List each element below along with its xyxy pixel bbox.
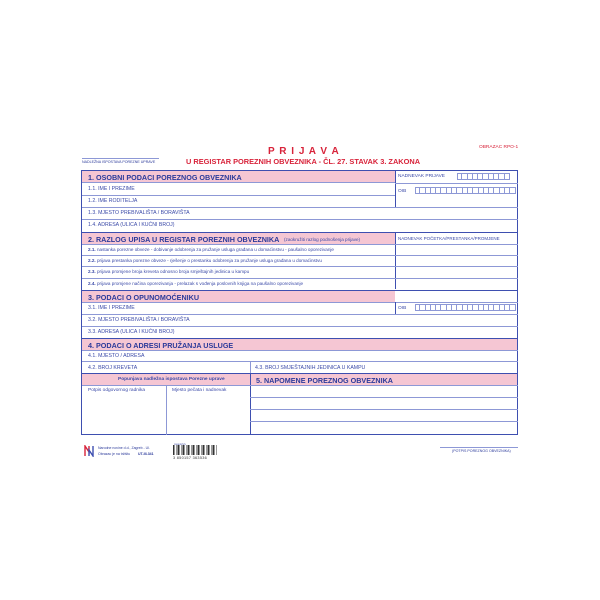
reason-2-2-text: prijava prestanka porezne obveze - rješenje o prestanku odobrenja za pružanje usluga građana u domaćinstvu bbox=[96, 258, 322, 263]
office-title: Popunjava nadležna ispostava Porezne uprave bbox=[118, 377, 225, 382]
publisher-line-1: Narodne novine d.d., Zagreb - Ul. bbox=[98, 446, 150, 450]
reason-2-3-num: 2.3. bbox=[88, 269, 96, 274]
reason-2-1-text: nastanka porezne obveze - dobivanje odobrenja za pružanje usluga građana u domaćinstvu - paušalno oporezivanje bbox=[96, 247, 334, 252]
row-1-4[interactable]: 1.4. ADRESA (ULICA I KUĆNI BROJ) bbox=[88, 222, 175, 228]
row-3-2[interactable]: 3.2. MJESTO PREBIVALIŠTA / BORAVIŠTA bbox=[88, 317, 190, 323]
signature-line bbox=[440, 447, 518, 448]
reason-2-4-text: prijava promjene načina oporezivanja - prelazak s vođenja poslovnih knjiga na paušalno oporezivanje bbox=[96, 281, 304, 286]
form-title: P R I J A V A bbox=[268, 146, 340, 157]
stamp-label: Mjesto pečata i nadnevak bbox=[172, 388, 227, 393]
row-1-1[interactable]: 1.1. IME I PREZIME bbox=[88, 186, 135, 192]
reason-2-4[interactable] bbox=[88, 281, 303, 286]
publisher-line-2: Obrazac je na tržištu bbox=[98, 452, 131, 456]
barcode bbox=[173, 445, 217, 455]
form-subtitle: U REGISTAR POREZNIH OBVEZNIKA - ČL. 27. STAVAK 3. ZAKONA bbox=[186, 157, 421, 166]
row-4-3[interactable]: 4.3. BROJ SMJEŠTAJNIH JEDINICA U KAMPU bbox=[255, 365, 366, 371]
proxy-oib-label: OIB bbox=[398, 306, 407, 311]
office-caption: NADLEŽNA ISPOSTAVA POREZNE UPRAVE bbox=[82, 160, 156, 164]
section-5-title: 5. NAPOMENE POREZNOG OBVEZNIKA bbox=[256, 376, 393, 385]
section-1-divider bbox=[82, 182, 395, 183]
reason-2-2-num: 2.2. bbox=[88, 258, 96, 263]
section-4-title: 4. PODACI O ADRESI PRUŽANJA USLUGE bbox=[88, 341, 234, 350]
notes-area[interactable] bbox=[251, 386, 517, 434]
taxpayer-signature-caption: (POTPIS POREZNOG OBVEZNIKA) bbox=[452, 449, 511, 453]
section-2-note: (zaokružiti razlog podnošenja prijave) bbox=[284, 237, 361, 242]
section-2-title: 2. RAZLOG UPISA U REGISTAR POREZNIH OBVEZNIKA bbox=[88, 235, 280, 244]
barcode-number: 3 850157 363536 bbox=[173, 456, 208, 460]
reason-2-3[interactable] bbox=[88, 269, 249, 274]
publisher-code: UT-III-341 bbox=[138, 452, 154, 456]
row-4-2[interactable]: 4.2. BROJ KREVETA bbox=[88, 365, 138, 371]
reason-2-1[interactable] bbox=[88, 247, 334, 252]
reason-2-4-num: 2.4. bbox=[88, 281, 96, 286]
publisher-logo-icon bbox=[84, 444, 94, 456]
row-1-2[interactable]: 1.2. IME RODITELJA bbox=[88, 198, 138, 204]
oib-label: OIB bbox=[398, 189, 407, 194]
section-3-title: 3. PODACI O OPUNOMOĆENIKU bbox=[88, 293, 200, 302]
signature-label: Potpis odgovornog radnika bbox=[88, 388, 146, 393]
date-of-filing-label: NADNEVAK PRIJAVE bbox=[398, 174, 446, 179]
office-line bbox=[82, 158, 159, 159]
row-1-3[interactable]: 1.3. MJESTO PREBIVALIŠTA / BORAVIŠTA bbox=[88, 210, 190, 216]
reason-2-1-num: 2.1. bbox=[88, 247, 96, 252]
reason-2-2[interactable] bbox=[88, 258, 322, 263]
section-1-title: 1. OSOBNI PODACI POREZNOG OBVEZNIKA bbox=[88, 173, 242, 182]
reason-2-3-text: prijava promjene broja kreveta odnosno broja smještajnih jedinica u kampu bbox=[96, 269, 250, 274]
date-of-change-label: NADNEVAK POČETKA/PRESTANKA/PROMJENE bbox=[398, 236, 500, 241]
date-of-filing-boxes[interactable] bbox=[457, 173, 510, 180]
row-4-1[interactable]: 4.1. MJESTO / ADRESA bbox=[88, 353, 145, 359]
proxy-oib-boxes[interactable] bbox=[415, 304, 516, 311]
form-code: OBRAZAC RPO-1 bbox=[479, 145, 519, 150]
row-3-3[interactable]: 3.3. ADRESA (ULICA I KUĆNI BROJ) bbox=[88, 329, 175, 335]
oib-boxes[interactable] bbox=[415, 187, 516, 194]
row-3-1[interactable]: 3.1. IME I PREZIME bbox=[88, 305, 135, 311]
